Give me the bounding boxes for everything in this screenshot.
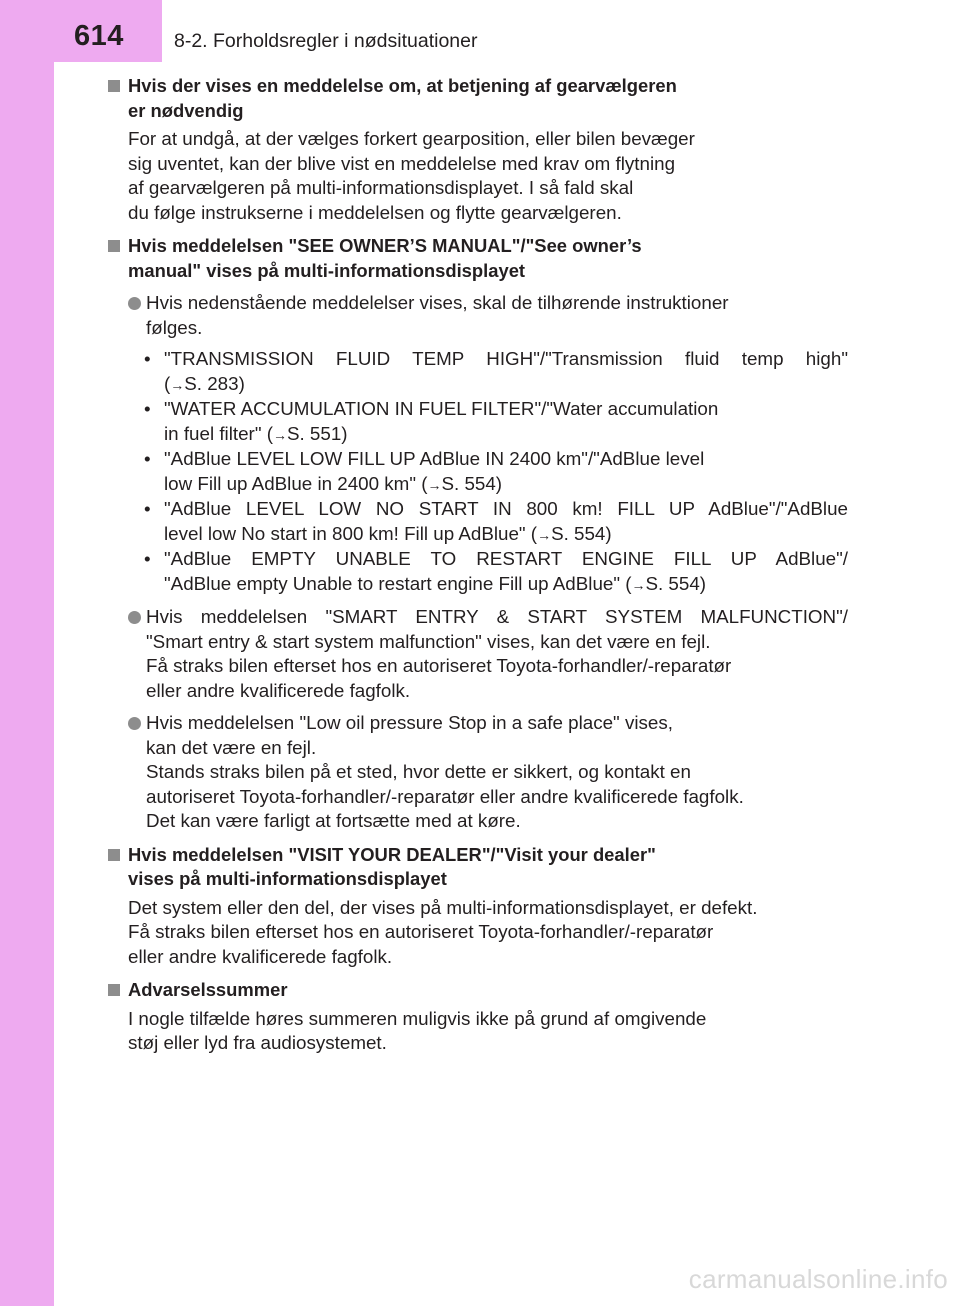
section-title: 8-2. Forholdsregler i nødsituationer [174, 30, 478, 52]
arrow-right-icon: → [631, 576, 646, 593]
dot-bullet: • [144, 448, 151, 469]
arrow-right-icon: → [537, 526, 552, 543]
square-bullet-icon [108, 984, 120, 996]
page-content [108, 74, 848, 1056]
heading-see-owners-manual: Hvis meddelelsen "SEE OWNER’S MANUAL"/"See owner’s manual" vises på multi-informationsdisplayet [108, 234, 848, 283]
circle-bullet-icon [128, 717, 141, 730]
circle-bullet-icon [128, 297, 141, 310]
circle-bullet-icon [128, 611, 141, 624]
list-item-adblue-800: • "AdBlue LEVEL LOW NO START IN 800 km! FILL UP AdBlue"/"AdBlue level low No start in 800 km! Fill up AdBlue" (→S. 554) [144, 498, 848, 544]
square-bullet-icon [108, 240, 120, 252]
item-following-messages: Hvis nedenstående meddelelser vises, skal de tilhørende instruktioner følges. [108, 291, 848, 340]
heading-visit-dealer: Hvis meddelelsen "VISIT YOUR DEALER"/"Visit your dealer" vises på multi-informationsdisplayet [108, 843, 848, 892]
list-item-water-accumulation: • "WATER ACCUMULATION IN FUEL FILTER"/"Water accumulation in fuel filter" (→S. 551) [144, 398, 719, 444]
dot-bullet: • [144, 548, 151, 569]
paragraph-warning-buzzer: I nogle tilfælde høres summeren muligvis ikke på grund af omgivende støj eller lyd fra audiosystemet. [128, 1007, 707, 1053]
dot-bullet: • [144, 348, 151, 369]
dot-bullet: • [144, 398, 151, 419]
list-item-adblue-2400: • "AdBlue LEVEL LOW FILL UP AdBlue IN 2400 km"/"AdBlue level low Fill up AdBlue in 2400 km" (→S. 554) [144, 448, 705, 494]
list-item-transmission: • "TRANSMISSION FLUID TEMP HIGH"/"Transmission fluid temp high" (→S. 283) [144, 348, 848, 394]
arrow-right-icon: → [272, 426, 287, 443]
paragraph-visit-dealer: Det system eller den del, der vises på multi-informationsdisplayet, er defekt. Få straks bilen efterset hos en autoriseret Toyota-forhandler/-reparatør eller andre kvalificerede fagfolk. [128, 896, 758, 967]
arrow-right-icon: → [170, 376, 185, 393]
item-smart-entry: Hvis meddelelsen "SMART ENTRY & START SYSTEM MALFUNCTION"/ "Smart entry & start system malfunction" vises, kan det være en fejl. Få straks bilen efterset hos en autoriseret Toyota-forhandler/-reparatør eller andre kvalificerede fagfolk. [108, 605, 848, 703]
paragraph-gear-selector: For at undgå, at der vælges forkert gearposition, eller bilen bevæger sig uventet, kan der blive vist en meddelelse med krav om flytning af gearvælgeren på multi-informationsdisplayet. I så fald skal du følge instrukserne i meddelelsen og flytte gearvælgeren. [128, 128, 695, 223]
side-color-band [0, 0, 54, 1306]
page-reference-link[interactable]: S. 554) [441, 472, 503, 494]
item-low-oil-pressure: Hvis meddelelsen "Low oil pressure Stop in a safe place" vises, kan det være en fejl. Stands straks bilen på et sted, hvor dette er sikkert, og kontakt en autoriseret Toyota-forhandler/-reparatør eller andre kvalificerede fagfolk. Det kan være farligt at fortsætte med at køre. [108, 711, 848, 834]
page-number: 614 [74, 20, 124, 52]
list-item-adblue-empty: • "AdBlue EMPTY UNABLE TO RESTART ENGINE FILL UP AdBlue"/ "AdBlue empty Unable to restart engine Fill up AdBlue" (→S. 554) [144, 548, 848, 594]
square-bullet-icon [108, 849, 120, 861]
heading-warning-buzzer: Advarselssummer [108, 978, 848, 1003]
heading-gear-selector: Hvis der vises en meddelelse om, at betjening af gearvælgeren er nødvendig [108, 74, 848, 123]
page-reference-link[interactable]: S. 283) [184, 372, 245, 394]
page-reference-link[interactable]: S. 551) [286, 422, 348, 444]
watermark: carmanualsonline.info [688, 1264, 948, 1294]
dot-bullet: • [144, 498, 151, 519]
square-bullet-icon [108, 80, 120, 92]
page-reference-link[interactable]: S. 554) [645, 572, 707, 594]
page-reference-link[interactable]: S. 554) [551, 522, 612, 544]
arrow-right-icon: → [427, 476, 442, 493]
